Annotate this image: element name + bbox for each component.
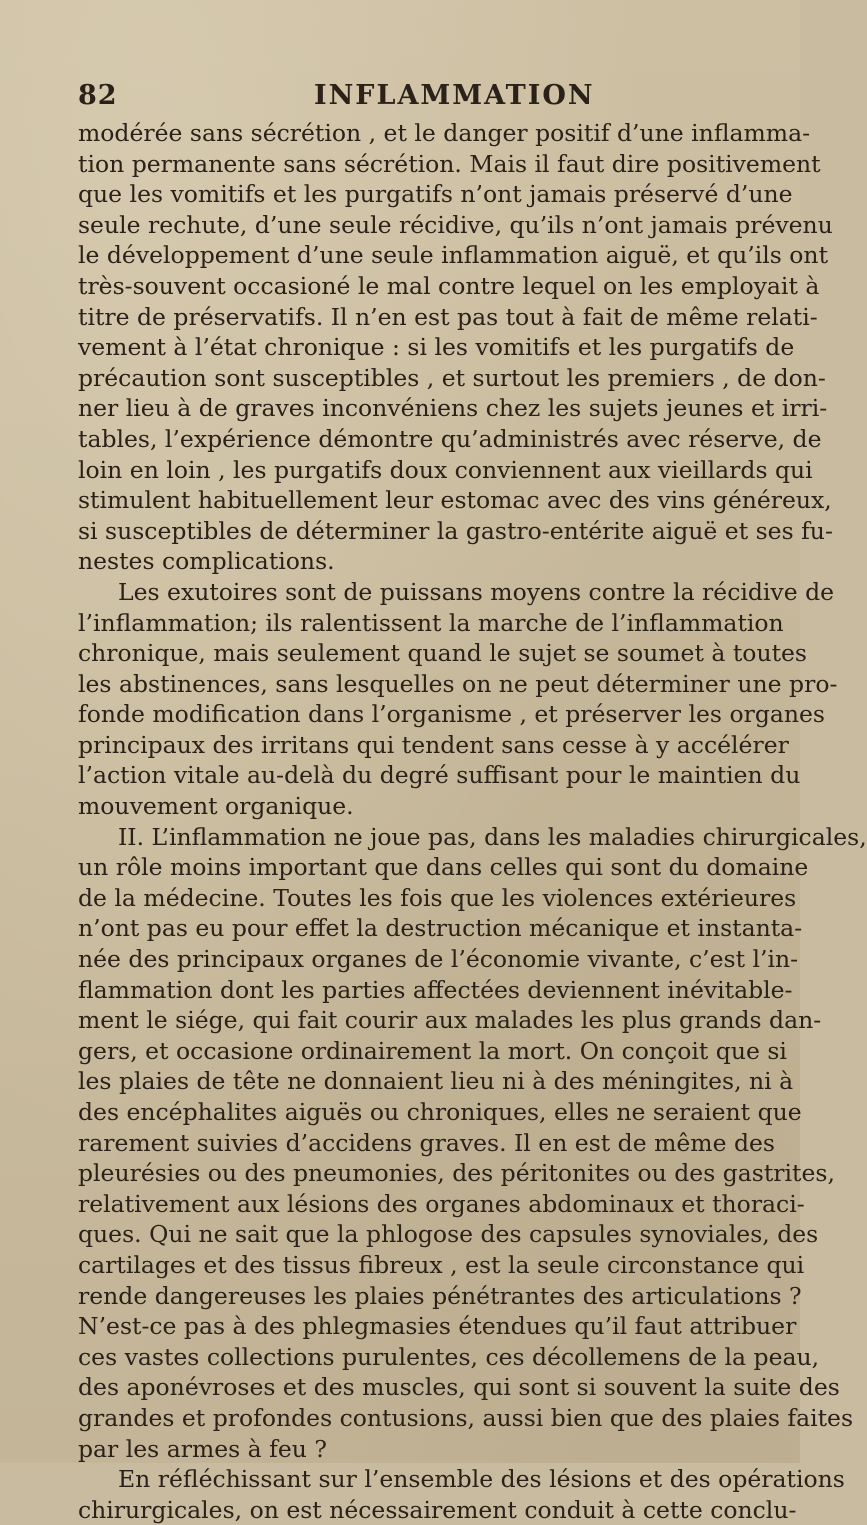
text-line: loin en loin , les purgatifs doux conviennent aux vieillards qui <box>78 455 813 484</box>
page-number: 82 <box>78 80 118 111</box>
text-line: ner lieu à de graves inconvéniens chez les sujets jeunes et irri- <box>78 394 828 423</box>
text-line: par les armes à feu ? <box>78 1434 327 1463</box>
text-line: flammation dont les parties affectées deviennent inévitable- <box>78 975 793 1004</box>
text-line: fonde modification dans l’organisme , et préserver les organes <box>78 700 825 729</box>
running-title: INFLAMMATION <box>314 80 595 111</box>
text-line: stimulent habituellement leur estomac avec des vins généreux, <box>78 486 832 515</box>
text-line: En réfléchissant sur l’ensemble des lésions et des opérations <box>118 1465 845 1494</box>
text-line: relativement aux lésions des organes abdominaux et thoraci- <box>78 1189 805 1218</box>
text-line: les abstinences, sans lesquelles on ne peut déterminer une pro- <box>78 669 838 698</box>
text-line: N’est-ce pas à des phlegmasies étendues qu’il faut attribuer <box>78 1312 797 1341</box>
text-line: le développement d’une seule inflammation aiguë, et qu’ils ont <box>78 241 829 270</box>
text-line: grandes et profondes contusions, aussi bien que des plaies faites <box>78 1403 854 1432</box>
text-line: les plaies de tête ne donnaient lieu ni à des méningites, ni à <box>78 1067 794 1096</box>
text-line: nestes complications. <box>78 547 335 576</box>
text-line: vement à l’état chronique : si les vomitifs et les purgatifs de <box>78 333 795 362</box>
body-text <box>78 118 867 1525</box>
text-line: un rôle moins important que dans celles qui sont du domaine <box>78 853 809 882</box>
text-line: ques. Qui ne sait que la phlogose des capsules synoviales, des <box>78 1220 819 1249</box>
text-line: très-souvent occasioné le mal contre lequel on les employait à <box>78 271 820 300</box>
text-line: pleurésies ou des pneumonies, des péritonites ou des gastrites, <box>78 1159 835 1188</box>
text-line: née des principaux organes de l’économie vivante, c’est l’in- <box>78 945 799 974</box>
text-line: mouvement organique. <box>78 792 354 821</box>
text-line: ces vastes collections purulentes, ces décollemens de la peau, <box>78 1342 820 1371</box>
text-line: II. L’inflammation ne joue pas, dans les maladies chirurgicales, <box>118 822 867 851</box>
text-line: n’ont pas eu pour effet la destruction mécanique et instanta- <box>78 914 803 943</box>
text-line: si susceptibles de déterminer la gastro-entérite aiguë et ses fu- <box>78 516 833 545</box>
text-line: chronique, mais seulement quand le sujet se soumet à toutes <box>78 639 807 668</box>
text-line: cartilages et des tissus fibreux , est la seule circonstance qui <box>78 1250 805 1279</box>
text-line: titre de préservatifs. Il n’en est pas tout à fait de même relati- <box>78 302 818 331</box>
text-line: des encéphalites aiguës ou chroniques, elles ne seraient que <box>78 1098 802 1126</box>
text-line: rarement suivies d’accidens graves. Il en est de même des <box>78 1128 775 1157</box>
text-line: l’action vitale au-delà du degré suffisant pour le maintien du <box>78 761 801 790</box>
text-line: tables, l’expérience démontre qu’administrés avec réserve, de <box>78 424 822 453</box>
text-line: chirurgicales, on est nécessairement conduit à cette conclu- <box>78 1495 797 1524</box>
text-line: seule rechute, d’une seule récidive, qu’ils n’ont jamais prévenu <box>78 210 833 239</box>
running-head <box>78 80 738 116</box>
text-line: des aponévroses et des muscles, qui sont si souvent la suite des <box>78 1373 840 1402</box>
text-line: précaution sont susceptibles , et surtout les premiers , de don- <box>78 363 826 392</box>
text-line: ment le siége, qui fait courir aux malades les plus grands dan- <box>78 1006 822 1035</box>
text-line: l’inflammation; ils ralentissent la marche de l’inflammation <box>78 608 784 637</box>
text-line: gers, et occasione ordinairement la mort. On conçoit que si <box>78 1036 787 1065</box>
text-line: de la médecine. Toutes les fois que les violences extérieures <box>78 883 797 912</box>
text-line: modérée sans sécrétion , et le danger positif d’une inflamma- <box>78 119 811 147</box>
text-line: rende dangereuses les plaies pénétrantes des articulations ? <box>78 1281 802 1310</box>
text-line: Les exutoires sont de puissans moyens contre la récidive de <box>118 577 835 606</box>
text-line: tion permanente sans sécrétion. Mais il faut dire positivement <box>78 149 821 178</box>
text-line: principaux des irritans qui tendent sans cesse à y accélérer <box>78 730 789 759</box>
text-line: que les vomitifs et les purgatifs n’ont jamais préservé d’une <box>78 180 793 209</box>
